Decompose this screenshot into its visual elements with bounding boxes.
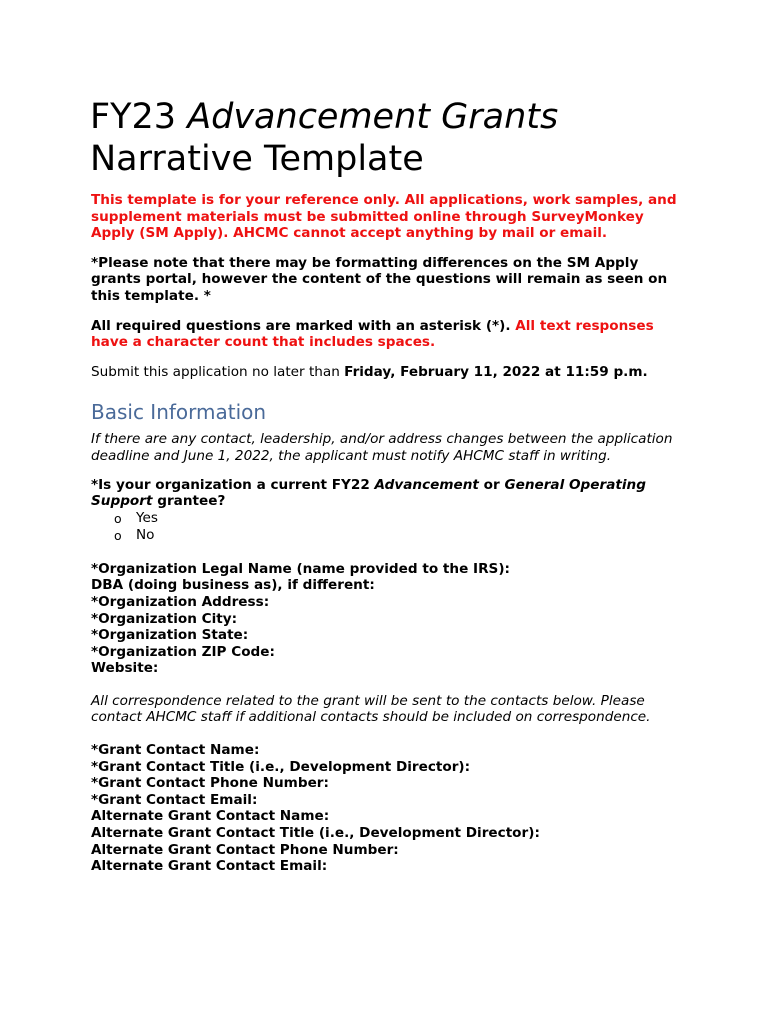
address-change-note: If there are any contact, leadership, and/or address changes between the application deadline and June 1, 2022, the applicant must notify AHCMC staff in writing. [91, 431, 673, 464]
field-alt-contact-email: Alternate Grant Contact Email: [91, 858, 328, 875]
field-org-state: *Organization State: [91, 627, 249, 644]
field-org-legal-name: *Organization Legal Name (name provided to the IRS): [91, 560, 510, 577]
required-note-text: All required questions are marked with an asterisk (*). [91, 317, 511, 334]
field-dba: DBA (doing business as), if different: [91, 577, 375, 594]
required-note [91, 318, 691, 351]
grantee-question [91, 477, 691, 510]
field-org-city: *Organization City: [91, 610, 238, 627]
option-no[interactable] [91, 527, 691, 544]
title-italic: Advancement Grants [187, 97, 559, 137]
option-bullet: o [114, 527, 122, 543]
deadline-label: Submit this application no later than [91, 363, 345, 380]
option-label: No [136, 526, 155, 543]
field-alt-contact-phone: Alternate Grant Contact Phone Number: [91, 841, 399, 858]
grantee-options [91, 510, 691, 544]
question-italic2: General Operating Support [91, 476, 646, 510]
field-grant-contact-phone: *Grant Contact Phone Number: [91, 775, 329, 792]
field-org-address: *Organization Address: [91, 593, 270, 610]
title-line2: Narrative Template [90, 139, 424, 179]
title-prefix: FY23 [90, 97, 188, 137]
field-org-zip: *Organization ZIP Code: [91, 643, 275, 660]
option-label: Yes [136, 509, 158, 526]
field-grant-contact-email: *Grant Contact Email: [91, 791, 258, 808]
field-website: Website: [91, 660, 159, 677]
contact-fields [91, 742, 691, 875]
option-yes[interactable] [91, 510, 691, 527]
deadline-value: Friday, February 11, 2022 at 11:59 p.m. [344, 363, 648, 380]
field-grant-contact-title: *Grant Contact Title (i.e., Development Director): [91, 758, 471, 775]
question-part1: *Is your organization a current FY22 [91, 476, 375, 493]
question-italic1: Advancement [374, 476, 479, 493]
question-part2: or [478, 476, 505, 493]
field-grant-contact-name: *Grant Contact Name: [91, 742, 260, 759]
question-part3: grantee? [152, 493, 226, 510]
correspondence-note: All correspondence related to the grant will be sent to the contacts below. Please contact AHCMC staff if additional contacts should be included on correspondence. [91, 692, 651, 726]
document-body [91, 192, 691, 875]
option-bullet: o [114, 510, 122, 526]
field-alt-contact-title: Alternate Grant Contact Title (i.e., Development Director): [91, 825, 540, 842]
field-alt-contact-name: Alternate Grant Contact Name: [91, 808, 330, 825]
organization-fields [91, 561, 691, 677]
reference-notice: This template is for your reference only. All applications, work samples, and supplement materials must be submitted online through SurveyMonkey Apply (SM Apply). AHCMC cannot accept anything by mail or email. [91, 192, 677, 242]
section-heading-basic-information: Basic Information [91, 400, 267, 425]
formatting-note: *Please note that there may be formatting differences on the SM Apply grants portal, however the content of the questions will remain as seen on this template. * [91, 254, 668, 304]
deadline-note [91, 364, 691, 381]
char-count-note: All text responses have a character count that includes spaces. [91, 317, 654, 351]
page-title [90, 96, 558, 180]
